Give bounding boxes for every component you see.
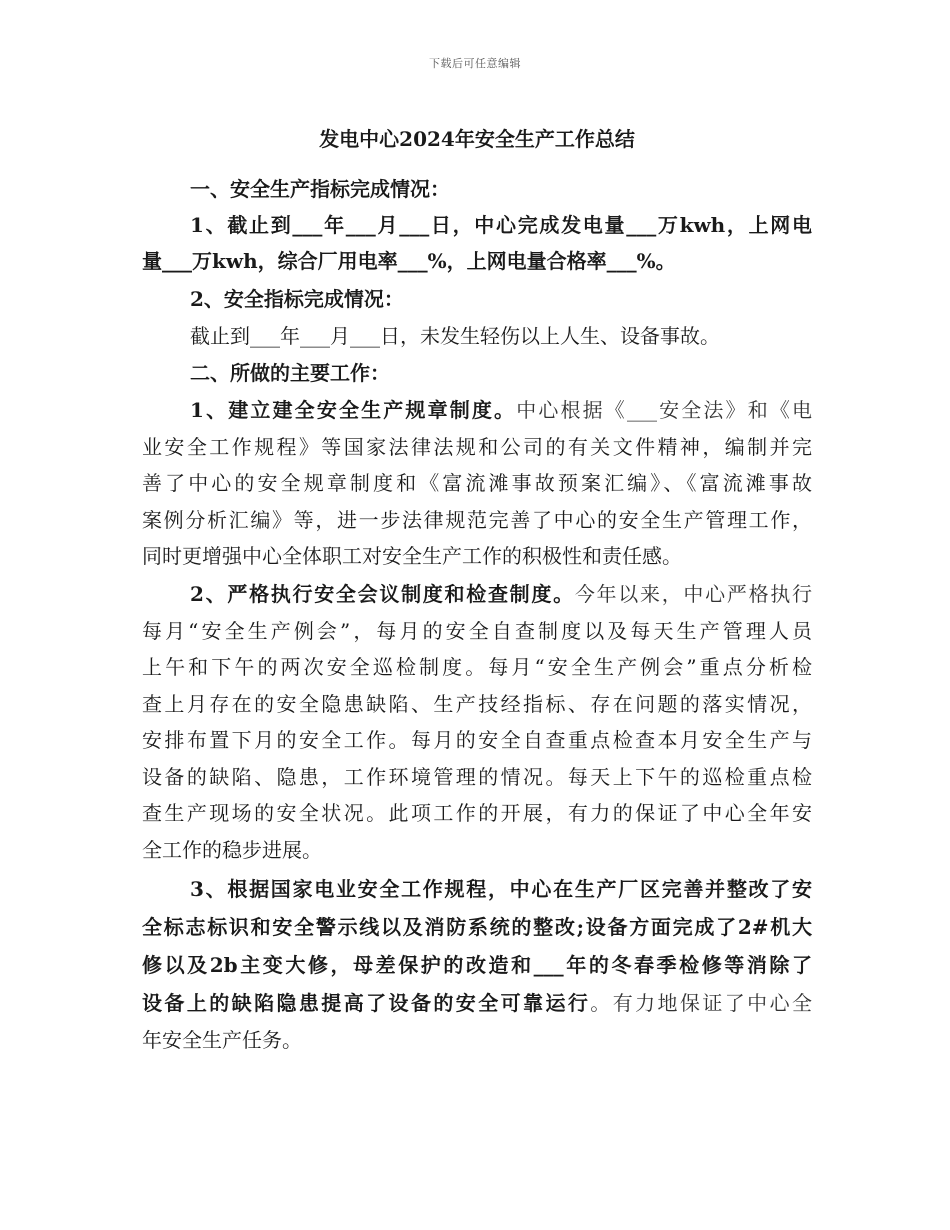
paragraph-line: 截止到___年___月___日，未发生轻伤以上人生、设备事故。: [190, 324, 720, 348]
paragraph-line: 上午和下午的两次安全巡检制度。每月“安全生产例会”重点分析检: [142, 655, 812, 679]
paragraph-text: 中心根据《___安全法》和《电: [516, 398, 812, 422]
section-heading-2: 二、所做的主要工作：: [190, 361, 390, 385]
paragraph-line: 修以及2b主变大修，母差保护的改造和___年的冬春季检修等消除了: [142, 953, 812, 977]
paragraph-line: [190, 584, 812, 604]
paragraph-line: 3、根据国家电业安全工作规程，中心在生产厂区完善并整改了安: [190, 877, 812, 901]
paragraph-lead: 设备上的缺陷隐患提高了设备的安全可靠运行: [142, 991, 591, 1015]
paragraph-lead: 2、严格执行安全会议制度和检查制度。: [190, 582, 575, 606]
document-title: 发电中心2024年安全生产工作总结: [319, 127, 635, 151]
paragraph-line: 业安全工作规程》等国家法律法规和公司的有关文件精神，编制并完: [142, 435, 812, 459]
paragraph-line: 案例分析汇编》等，进一步法律规范完善了中心的安全生产管理工作，: [142, 508, 812, 532]
paragraph-line: 同时更增强中心全体职工对安全生产工作的积极性和责任感。: [142, 544, 682, 568]
paragraph-line: 每月“安全生产例会”，每月的安全自查制度以及每天生产管理人员: [142, 619, 812, 643]
paragraph-text: 。有力地保证了中心全: [590, 991, 813, 1015]
paragraph-line: 查上月存在的安全隐患缺陷、生产技经指标、存在问题的落实情况，: [142, 692, 812, 716]
paragraph-line: 全标志标识和安全警示线以及消防系统的整改;设备方面完成了2#机大: [142, 915, 812, 939]
paragraph-lead: 1、建立建全安全生产规章制度。: [190, 398, 517, 422]
paragraph-line: 善了中心的安全规章制度和《富流滩事故预案汇编》、《富流滩事故: [142, 471, 812, 495]
page-header: 下载后可任意编辑: [429, 57, 521, 70]
paragraph-line: 量___万kwh，综合厂用电率___%，上网电量合格率___%。: [142, 249, 676, 273]
section-heading-1: 一、安全生产指标完成情况：: [190, 177, 450, 201]
paragraph-line: [142, 993, 812, 1013]
paragraph-text: 今年以来，中心严格执行: [574, 582, 812, 606]
subheading: 2、安全指标完成情况：: [190, 287, 404, 311]
paragraph-line: 年安全生产任务。: [142, 1028, 302, 1052]
paragraph-line: 查生产现场的安全状况。此项工作的开展，有力的保证了中心全年安: [142, 801, 812, 825]
paragraph-line: 安排布置下月的安全工作。每月的安全自查重点检查本月安全生产与: [142, 728, 812, 752]
paragraph-line: 全工作的稳步进展。: [142, 838, 322, 862]
paragraph-line: [190, 400, 812, 420]
paragraph-line: 1、截止到___年___月___日，中心完成发电量___万kwh，上网电: [190, 213, 812, 237]
paragraph-line: 设备的缺陷、隐患，工作环境管理的情况。每天上下午的巡检重点检: [142, 765, 812, 789]
